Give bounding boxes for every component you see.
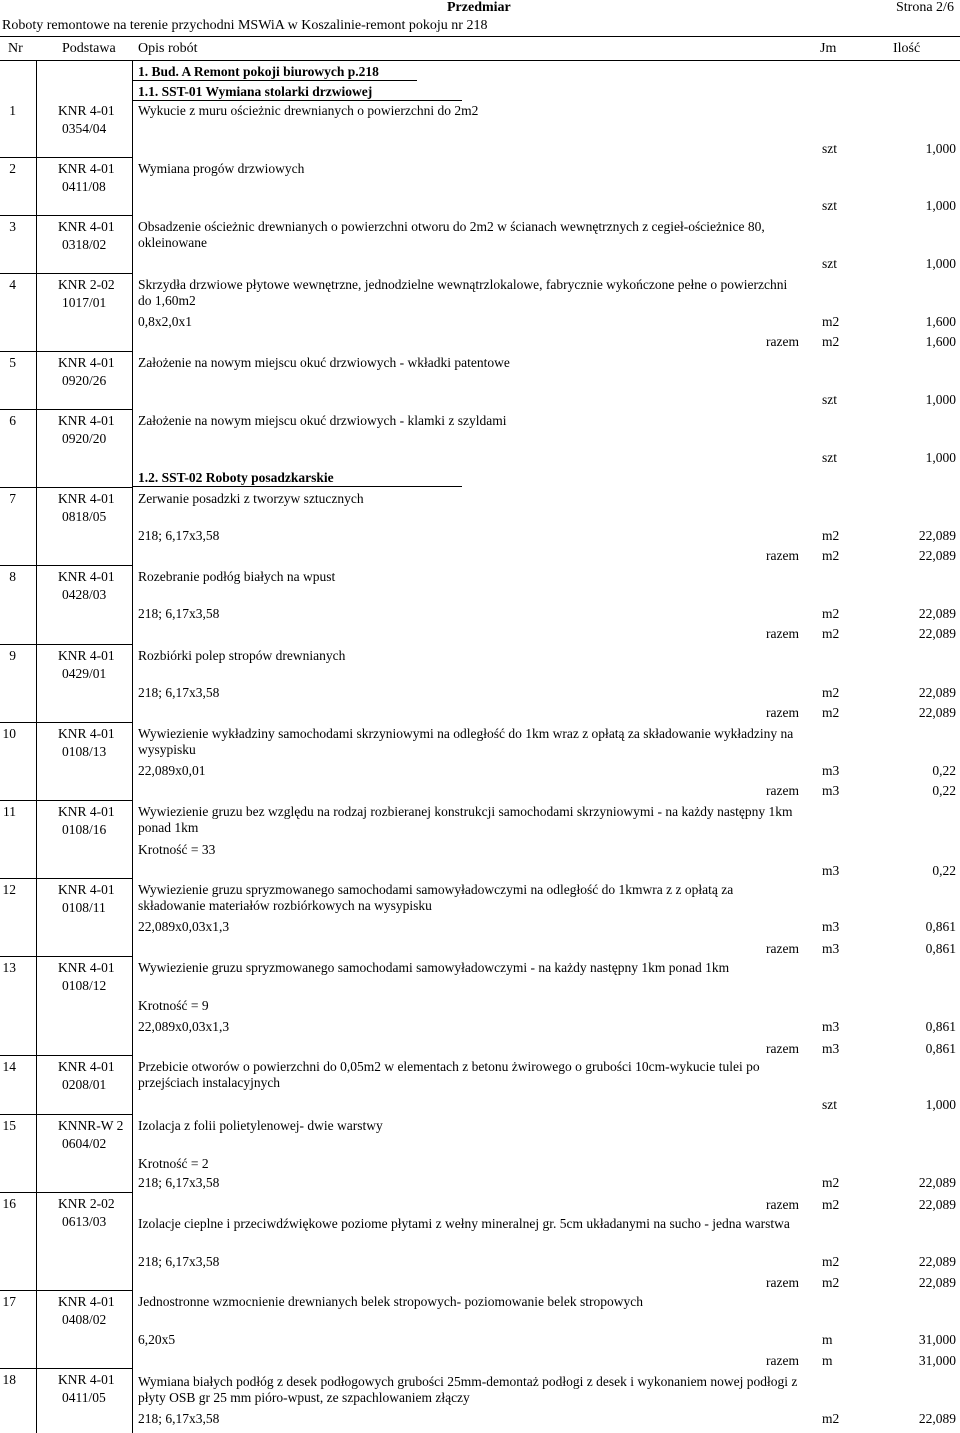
row-separator [0, 487, 132, 488]
item-number: 7 [9, 491, 16, 506]
row-separator [0, 273, 132, 274]
item-code: KNR 4-01 [58, 648, 115, 663]
row-separator [0, 644, 132, 645]
row-separator [0, 215, 132, 216]
item-calculation: 0,8x2,0x1 [138, 314, 192, 329]
item-description: Wywiezienie wykładziny samochodami skrzyniowymi na odległość do 1km wraz z opłatą za składowanie wykładziny na wysypisku [138, 726, 794, 757]
item-quantity: 1,000 [925, 256, 956, 271]
item-total-quantity: 22,089 [918, 548, 956, 563]
item-calc-unit: m2 [822, 1411, 840, 1426]
item-calc-unit: m3 [822, 919, 840, 934]
item-calculation: 22,089x0,01 [138, 763, 206, 778]
column-header-jm: Jm [820, 41, 837, 56]
item-total-unit: m2 [822, 334, 840, 349]
item-unit: szt [822, 198, 837, 213]
item-code: KNR 4-01 [58, 726, 115, 741]
item-total-unit: m2 [822, 1275, 840, 1290]
item-number: 16 [2, 1196, 16, 1211]
item-code: KNR 4-01 [58, 882, 115, 897]
row-separator [0, 565, 132, 566]
item-number: 10 [2, 726, 16, 741]
section-heading: 1.2. SST-02 Roboty posadzkarskie [138, 470, 334, 485]
item-code-detail: 0604/02 [62, 1136, 107, 1151]
item-total-unit: m2 [822, 626, 840, 641]
item-quantity: 1,000 [925, 1097, 956, 1112]
item-code: KNR 4-01 [58, 569, 115, 584]
section-underline [132, 486, 462, 487]
item-total-label: razem [766, 1353, 799, 1368]
row-separator [0, 956, 132, 957]
item-quantity: 0,22 [932, 863, 956, 878]
page-number: Strona 2/6 [896, 0, 954, 15]
item-description: Wywiezienie gruzu spryzmowanego samochodami samowyładowczymi - na każdy następny 1km ponad 1km [138, 960, 730, 975]
item-calc-unit: m3 [822, 763, 840, 778]
item-calc-quantity: 22,089 [918, 1411, 956, 1426]
item-calculation: 218; 6,17x3,58 [138, 606, 220, 621]
item-total-unit: m3 [822, 783, 840, 798]
item-calc-quantity: 22,089 [918, 1254, 956, 1269]
header-bottom-line [0, 60, 960, 61]
item-calc-unit: m2 [822, 314, 840, 329]
item-description: Wykucie z muru ościeżnic drewnianych o powierzchni do 2m2 [138, 103, 479, 118]
item-description: Izolacje cieplne i przeciwdźwiękowe poziome płytami z wełny mineralnej gr. 5cm układanymi na sucho - jedna warstwa [138, 1216, 790, 1231]
column-header-ilosc: Ilość [893, 41, 921, 56]
item-description: Założenie na nowym miejscu okuć drzwiowych - wkładki patentowe [138, 355, 510, 370]
item-number: 4 [9, 277, 16, 292]
item-number: 2 [9, 161, 16, 176]
section-underline [132, 80, 417, 81]
item-calc-unit: m2 [822, 528, 840, 543]
item-multiplier: Krotność = 9 [138, 998, 209, 1013]
item-code-detail: 0108/16 [62, 822, 107, 837]
item-description: Wymiana białych podłóg z desek podłogowych grubości 25mm-demontaż podłogi z desek i wykonaniem nowej podłogi z płyty OSB gr 25 mm pióro-wpust, ze szpachlowaniem złączy [138, 1374, 798, 1405]
item-number: 18 [2, 1372, 16, 1387]
item-total-label: razem [766, 334, 799, 349]
item-description: Wywiezienie gruzu bez względu na rodzaj rozbieranej konstrukcji samochodami skrzyniowymi - na każdy następny 1km ponad 1km [138, 804, 793, 835]
item-description: Izolacja z folii polietylenowej- dwie warstwy [138, 1118, 383, 1133]
item-code: KNR 2-02 [58, 277, 115, 292]
item-code-detail: 0613/03 [62, 1214, 107, 1229]
row-separator [0, 800, 132, 801]
item-unit: m3 [822, 863, 840, 878]
item-calc-unit: m3 [822, 1019, 840, 1034]
item-total-quantity: 1,600 [925, 334, 956, 349]
item-code: KNNR-W 2 [58, 1118, 124, 1133]
item-total-quantity: 22,089 [918, 1275, 956, 1290]
item-code-detail: 0411/05 [62, 1390, 106, 1405]
item-calc-quantity: 1,600 [925, 314, 956, 329]
header-top-line [0, 36, 960, 37]
item-total-label: razem [766, 783, 799, 798]
item-description: Rozbiórki polep stropów drewnianych [138, 648, 346, 663]
row-separator [0, 1192, 132, 1193]
item-code-detail: 1017/01 [62, 295, 107, 310]
row-separator [0, 722, 132, 723]
item-total-label: razem [766, 626, 799, 641]
column-divider-left [36, 60, 37, 1433]
item-description: Przebicie otworów o powierzchni do 0,05m2 w elementach z betonu żwirowego o grubości 10cm-wykucie tulei po przejściach instalacyjnych [138, 1059, 760, 1090]
item-total-label: razem [766, 941, 799, 956]
item-calc-unit: m2 [822, 1175, 840, 1190]
section-heading: 1.1. SST-01 Wymiana stolarki drzwiowej [138, 84, 373, 99]
row-separator [0, 1114, 132, 1115]
item-multiplier: Krotność = 2 [138, 1156, 209, 1171]
item-code-detail: 0354/04 [62, 121, 107, 136]
item-total-quantity: 31,000 [918, 1353, 956, 1368]
item-calc-quantity: 0,22 [932, 763, 956, 778]
item-calc-quantity: 0,861 [925, 919, 956, 934]
item-code-detail: 0408/02 [62, 1312, 107, 1327]
item-code: KNR 4-01 [58, 804, 115, 819]
item-calc-unit: m2 [822, 1254, 840, 1269]
item-number: 12 [2, 882, 16, 897]
item-total-unit: m2 [822, 548, 840, 563]
item-description: Wymiana progów drzwiowych [138, 161, 305, 176]
item-number: 13 [2, 960, 16, 975]
item-code-detail: 0108/12 [62, 978, 107, 993]
row-separator [0, 1055, 132, 1056]
item-total-unit: m3 [822, 1041, 840, 1056]
item-code: KNR 4-01 [58, 1059, 115, 1074]
item-calculation: 6,20x5 [138, 1332, 176, 1347]
item-description: Skrzydła drzwiowe płytowe wewnętrzne, jednodzielne wewnątrzlokalowe, fabrycznie wykończone pełne o powierzchni do 1,60m2 [138, 277, 788, 308]
item-unit: szt [822, 256, 837, 271]
item-total-quantity: 22,089 [918, 1197, 956, 1212]
item-description: Zerwanie posadzki z tworzyw sztucznych [138, 491, 364, 506]
item-number: 8 [9, 569, 16, 584]
item-total-label: razem [766, 1275, 799, 1290]
item-total-unit: m [822, 1353, 833, 1368]
item-code-detail: 0208/01 [62, 1077, 107, 1092]
item-code-detail: 0429/01 [62, 666, 107, 681]
item-description: Obsadzenie ościeżnic drewnianych o powierzchni otworu do 2m2 w ścianach wewnętrznych z cegieł-ościeżnice 80, okleinowane [138, 219, 765, 250]
item-code: KNR 4-01 [58, 1294, 115, 1309]
item-code: KNR 4-01 [58, 355, 115, 370]
item-total-quantity: 0,22 [932, 783, 956, 798]
item-calc-unit: m2 [822, 685, 840, 700]
item-code: KNR 4-01 [58, 413, 115, 428]
row-separator [0, 1290, 132, 1291]
item-description: Rozebranie podłóg białych na wpust [138, 569, 336, 584]
row-separator [0, 1368, 132, 1369]
item-calc-quantity: 22,089 [918, 685, 956, 700]
document-title: Przedmiar [447, 0, 511, 15]
item-code-detail: 0920/20 [62, 431, 107, 446]
item-calculation: 218; 6,17x3,58 [138, 1254, 220, 1269]
item-total-quantity: 22,089 [918, 626, 956, 641]
item-code-detail: 0411/08 [62, 179, 106, 194]
item-calculation: 218; 6,17x3,58 [138, 528, 220, 543]
item-number: 9 [9, 648, 16, 663]
item-description: Jednostronne wzmocnienie drewnianych belek stropowych- poziomowanie belek stropowych [138, 1294, 643, 1309]
item-number: 6 [9, 413, 16, 428]
item-total-label: razem [766, 1197, 799, 1212]
row-separator [0, 878, 132, 879]
item-unit: szt [822, 450, 837, 465]
item-calculation: 22,089x0,03x1,3 [138, 919, 230, 934]
item-unit: szt [822, 392, 837, 407]
item-quantity: 1,000 [925, 141, 956, 156]
item-calculation: 218; 6,17x3,58 [138, 685, 220, 700]
column-divider-right [132, 60, 133, 1433]
item-number: 11 [3, 804, 16, 819]
item-number: 1 [9, 103, 16, 118]
item-total-quantity: 0,861 [925, 1041, 956, 1056]
row-separator [0, 409, 132, 410]
section-underline [132, 100, 462, 101]
item-calc-quantity: 22,089 [918, 528, 956, 543]
item-code: KNR 4-01 [58, 1372, 115, 1387]
row-separator [0, 351, 132, 352]
item-multiplier: Krotność = 33 [138, 842, 216, 857]
item-code-detail: 0920/26 [62, 373, 107, 388]
item-quantity: 1,000 [925, 450, 956, 465]
item-code-detail: 0108/11 [62, 900, 106, 915]
item-calculation: 22,089x0,03x1,3 [138, 1019, 230, 1034]
item-calc-quantity: 0,861 [925, 1019, 956, 1034]
item-number: 5 [9, 355, 16, 370]
item-code: KNR 4-01 [58, 161, 115, 176]
item-code-detail: 0818/05 [62, 509, 107, 524]
item-total-label: razem [766, 1041, 799, 1056]
item-code-detail: 0318/02 [62, 237, 107, 252]
item-calc-quantity: 22,089 [918, 606, 956, 621]
project-title: Roboty remontowe na terenie przychodni MSWiA w Koszalinie-remont pokoju nr 218 [2, 18, 488, 33]
item-total-unit: m2 [822, 1197, 840, 1212]
item-unit: szt [822, 141, 837, 156]
item-total-label: razem [766, 548, 799, 563]
section-heading: 1. Bud. A Remont pokoji biurowych p.218 [138, 64, 379, 79]
item-code-detail: 0108/13 [62, 744, 107, 759]
row-separator [0, 157, 132, 158]
item-quantity: 1,000 [925, 198, 956, 213]
item-quantity: 1,000 [925, 392, 956, 407]
item-calc-unit: m2 [822, 606, 840, 621]
column-header-podstawa: Podstawa [62, 41, 116, 56]
item-calculation: 218; 6,17x3,58 [138, 1411, 220, 1426]
item-code-detail: 0428/03 [62, 587, 107, 602]
item-description: Założenie na nowym miejscu okuć drzwiowych - klamki z szyldami [138, 413, 507, 428]
item-calc-quantity: 22,089 [918, 1175, 956, 1190]
item-calc-quantity: 31,000 [918, 1332, 956, 1347]
item-description: Wywiezienie gruzu spryzmowanego samochodami samowyładowczymi na odległość do 1kmwra z z opłatą za składowanie materiałów rozbiórkowych na wysypisku [138, 882, 734, 913]
item-code: KNR 4-01 [58, 103, 115, 118]
item-code: KNR 4-01 [58, 491, 115, 506]
item-total-quantity: 0,861 [925, 941, 956, 956]
item-total-unit: m2 [822, 705, 840, 720]
column-header-opis: Opis robót [138, 41, 198, 56]
item-calculation: 218; 6,17x3,58 [138, 1175, 220, 1190]
column-header-nr: Nr [8, 41, 23, 56]
item-code: KNR 4-01 [58, 219, 115, 234]
item-total-label: razem [766, 705, 799, 720]
item-number: 15 [2, 1118, 16, 1133]
item-number: 3 [9, 219, 16, 234]
item-code: KNR 2-02 [58, 1196, 115, 1211]
item-unit: szt [822, 1097, 837, 1112]
item-number: 17 [2, 1294, 16, 1309]
item-code: KNR 4-01 [58, 960, 115, 975]
item-calc-unit: m [822, 1332, 833, 1347]
item-number: 14 [2, 1059, 16, 1074]
item-total-quantity: 22,089 [918, 705, 956, 720]
item-total-unit: m3 [822, 941, 840, 956]
